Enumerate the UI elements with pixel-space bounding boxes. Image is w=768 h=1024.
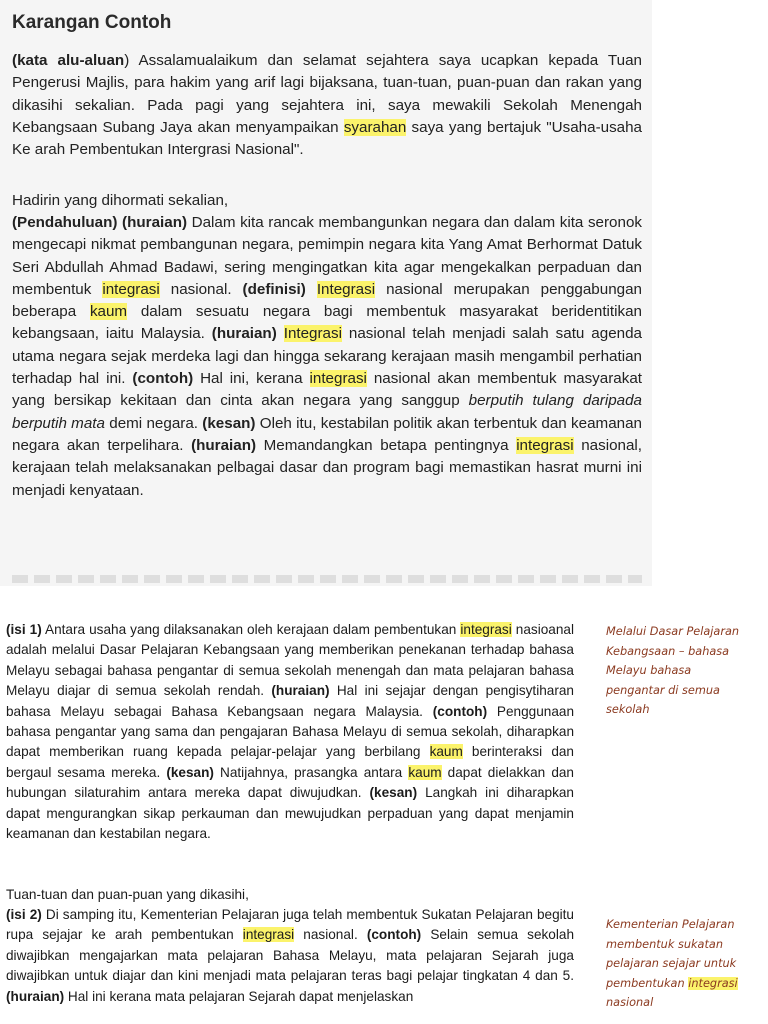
text-run (306, 281, 317, 298)
text-run: Selain semua sekolah diwajibkan mengajarkan mata pelajaran Bahasa Melayu, mata pelajaran Sejarah juga diwajibkan untuk diajar dan kini menjadi mata pelajaran teras bagi pelajar tingkatan 4 dan 5. (6, 927, 574, 984)
bold-label: (contoh) (132, 370, 194, 388)
highlighted-keyword: integrasi (688, 976, 738, 990)
text-run: Kementerian Pelajaran membentuk sukatan pelajaran sejajar untuk pembentukan (606, 918, 737, 990)
greeting-line: Hadirin yang dihormati sekalian, (12, 192, 229, 209)
text-run: dapat dielakkan dan hubungan silaturahim antara mereka dapat diwujudkan. (6, 764, 574, 801)
text-run: berputih tulang daripada berputih mata (12, 392, 642, 432)
bold-label: (kesan) (369, 785, 418, 801)
bold-label: ( (12, 52, 18, 69)
text-run: Memandangkan betapa pentingnya (256, 436, 517, 454)
highlighted-keyword: Integrasi (316, 280, 376, 298)
text-run: nasional telah menjadi salah satu agenda utama negara sejak merdeka lagi dan hingga sekarang kerajaan masih mengambil perhatian terhadap hal ini. (12, 325, 642, 388)
text-run: Antara usaha yang dilaksanakan oleh kerajaan dalam pembentukan (41, 622, 461, 637)
text-run: nasional merupakan penggabungan beberapa (12, 280, 642, 321)
bold-label: (Pendahuluan) (12, 214, 118, 231)
bold-label: (huraian) (6, 988, 65, 1004)
text-run: Penggunaan bahasa pengantar yang sama dan pengajaran Bahasa Melayu di semua sekolah, diharapkan dapat memberikan ruang kepada pelajar-pelajar yang berbilang (6, 703, 575, 760)
text-run: nasional. (294, 927, 367, 943)
highlighted-keyword: syarahan (343, 118, 407, 136)
text-run: Langkah ini diharapkan dapat mengurangkan sikap perkauman dan mewujudkan perpaduan yang dapat menjamin keamanan dan kestabilan negara. (6, 785, 574, 842)
essay-page-bottom (0, 604, 768, 1024)
highlighted-keyword: integrasi (309, 370, 367, 388)
highlighted-keyword: Integrasi (283, 325, 342, 343)
highlighted-keyword: integrasi (102, 280, 160, 298)
paragraph-isi-1 (6, 620, 574, 844)
text-run: nasioanal adalah melalui Dasar Pelajaran Kebangsaan yang memberikan penekanan terhadap bahasa Melayu sebagai bahasa pengantar di semua sekolah menengah dan mata pelajaran bahasa Melayu diajar di semua sekolah rendah. (6, 622, 574, 699)
text-run: dalam sesuatu negara bagi membentuk masyarakat beridentitikan kebangsaan, iaitu Malaysia. (12, 303, 642, 343)
text-run: nasional. (159, 280, 243, 298)
text-run: berinteraksi dan bergaul sesama mereka. (6, 744, 574, 780)
text-run: ) Assalamualaikum dan selamat sejahtera saya ucapkan kepada Tuan Pengerusi Majlis, para hakim yang arif lagi bijaksana, tuan-tuan, puan-puan dan rakan yang dikasihi sekalian. Pada pagi yang sejahtera ini, saya mewakili Sekolah Menengah Kebangsaan Subang Jaya akan menyampaikan (12, 52, 642, 136)
text-run: Hal ini, kerana (193, 370, 310, 388)
text-run: Natijahnya, prasangka antara (213, 764, 409, 780)
highlighted-keyword: integrasi (516, 436, 574, 454)
text-run: Melalui Dasar Pelajaran Kebangsaan – bahasa Melayu bahasa pengantar di semua sekolah (606, 625, 740, 716)
bold-label: (huraian) (271, 683, 330, 699)
text-run: Hal ini kerana mata pelajaran Sejarah dapat menjelaskan (64, 988, 414, 1004)
text-run: Oleh itu, kestabilan politik akan terbentuk dan keamanan negara akan terpelihara. (12, 414, 642, 454)
margin-note-isi-1 (606, 622, 746, 720)
bold-label: (isi 1) (6, 622, 42, 637)
margin-note-isi-2 (606, 915, 746, 1013)
highlighted-keyword: integrasi (242, 927, 295, 943)
text-run: demi negara. (104, 414, 203, 432)
greeting-line: Tuan-tuan dan puan-puan yang dikasihi, (6, 887, 249, 902)
text-run: Di samping itu, Kementerian Pelajaran juga telah membentuk Sukatan Pelajaran begitu rupa sejajar ke arah pembentukan (6, 907, 574, 943)
bold-label: (huraian) (211, 325, 277, 343)
paragraph-kata-alu-aluan (12, 50, 642, 161)
text-run (277, 325, 284, 342)
highlighted-keyword: kaum (429, 744, 463, 760)
bold-label: (contoh) (432, 703, 488, 719)
bold-label: (huraian) (117, 214, 188, 231)
text-run: nasional akan membentuk masyarakat yang bersikap kekitaan dan cinta akan negara yang sanggup (12, 370, 642, 410)
paragraph-isi-2 (6, 905, 574, 1007)
paragraph-pendahuluan (12, 212, 642, 502)
text-run: nasional (606, 996, 654, 1009)
essay-page-top (0, 0, 652, 586)
highlighted-keyword: kaum (408, 764, 442, 780)
text-run: Dalam kita rancak membangunkan negara dan dalam kita seronok mengecapi nikmat pembangunan negara, pemimpin negara kita Yang Amat Berhormat Datuk Seri Abdullah Ahmad Badawi, sering mengingatkan kita agar mengekalkan perpaduan dan membentuk (12, 214, 642, 298)
highlighted-keyword: integrasi (460, 622, 512, 637)
bold-label: (kesan) (202, 414, 256, 432)
bold-label: kata alu-aluan (17, 52, 125, 69)
bold-label: (definisi) (242, 280, 306, 298)
highlighted-keyword: kaum (89, 303, 128, 321)
essay-title: Karangan Contoh (12, 12, 172, 33)
text-run: nasional, kerajaan telah melaksanakan pelbagai dasar dan program bagi memastikan hasrat murni ini menjadi kenyataan. (12, 436, 643, 499)
bold-label: (kesan) (166, 764, 214, 780)
bold-label: (contoh) (366, 927, 422, 943)
faded-text-line (12, 575, 642, 583)
text-run: Hal ini sejajar dengan pengisytiharan bahasa Melayu sebagai Bahasa Kebangsaan negara Malaysia. (6, 683, 574, 719)
bold-label: (huraian) (191, 436, 257, 454)
text-run: saya yang bertajuk "Usaha-usaha Ke arah Pembentukan Intergrasi Nasional". (12, 118, 643, 159)
bold-label: (isi 2) (6, 907, 42, 922)
